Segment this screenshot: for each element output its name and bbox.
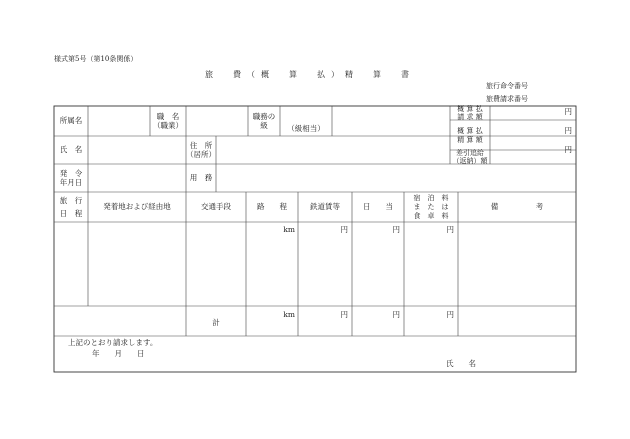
order-date-label: 発 令 年月日: [59, 168, 83, 187]
daily-allowance-column-header: 日 当: [363, 202, 393, 211]
estimate-request-label: 概 算 払 請 求 額: [457, 104, 483, 121]
estimate-settle-yen-unit[interactable]: 円: [564, 126, 572, 135]
form-number: 様式第5号（第10条関係）: [54, 55, 138, 63]
lodging-column-header: 宿 泊 料 ま た は 食 卓 料: [413, 193, 449, 220]
total-distance-km-unit[interactable]: km: [283, 310, 295, 319]
name-field[interactable]: [88, 138, 186, 162]
grade-equivalent-label[interactable]: （級相当）: [287, 124, 325, 133]
total-lodging-yen-unit[interactable]: 円: [446, 310, 454, 319]
total-label: 計: [212, 318, 220, 327]
lodging-yen-unit[interactable]: 円: [446, 225, 454, 234]
total-rail-fare-yen-unit[interactable]: 円: [340, 310, 348, 319]
department-field[interactable]: [88, 108, 150, 136]
route-cell[interactable]: [88, 224, 186, 304]
rail-fare-column-header: 鉄道賃等: [310, 202, 340, 211]
department-label: 所属名: [59, 116, 83, 125]
name-label: 氏 名: [59, 145, 83, 154]
grade-label: 職務の 級: [252, 111, 276, 130]
rail-fare-yen-unit[interactable]: 円: [340, 225, 348, 234]
difference-yen-unit[interactable]: 円: [564, 145, 572, 154]
difference-label: 差引追給 （返納）額: [452, 148, 488, 165]
purpose-label: 用 務: [189, 173, 213, 182]
transport-cell[interactable]: [186, 224, 246, 304]
daily-allowance-yen-unit[interactable]: 円: [392, 225, 400, 234]
estimate-request-yen-unit[interactable]: 円: [564, 107, 572, 116]
route-column-header: 発着地および経由地: [103, 202, 171, 211]
address-field[interactable]: [216, 138, 448, 162]
remarks-cell[interactable]: [458, 224, 576, 304]
transport-column-header: 交通手段: [201, 202, 231, 211]
declaration-text: 上記のとおり請求します。: [68, 338, 158, 347]
travel-expense-request-number-label: 旅費請求番号: [486, 95, 528, 103]
position-field[interactable]: [186, 108, 248, 134]
position-label: 職 名 （職業）: [153, 111, 183, 130]
order-date-field[interactable]: [88, 166, 186, 190]
purpose-field[interactable]: [216, 166, 574, 190]
signature-name-label[interactable]: 氏 名: [446, 359, 476, 368]
total-daily-allowance-yen-unit[interactable]: 円: [392, 310, 400, 319]
distance-km-unit[interactable]: km: [283, 225, 295, 234]
request-date-field[interactable]: 年 月 日: [92, 349, 145, 358]
travel-order-number-label: 旅行命令番号: [486, 82, 528, 90]
distance-column-header: 路 程: [257, 202, 287, 211]
remarks-column-header: 備 考: [490, 202, 544, 211]
address-label: 住 所 （居所）: [186, 140, 216, 159]
itinerary-label: 旅 行 日 程: [59, 195, 83, 218]
page-title: 旅 費（概 算 払）精 算 書: [205, 70, 415, 79]
estimate-settle-label: 概 算 払 精 算 額: [457, 126, 483, 144]
